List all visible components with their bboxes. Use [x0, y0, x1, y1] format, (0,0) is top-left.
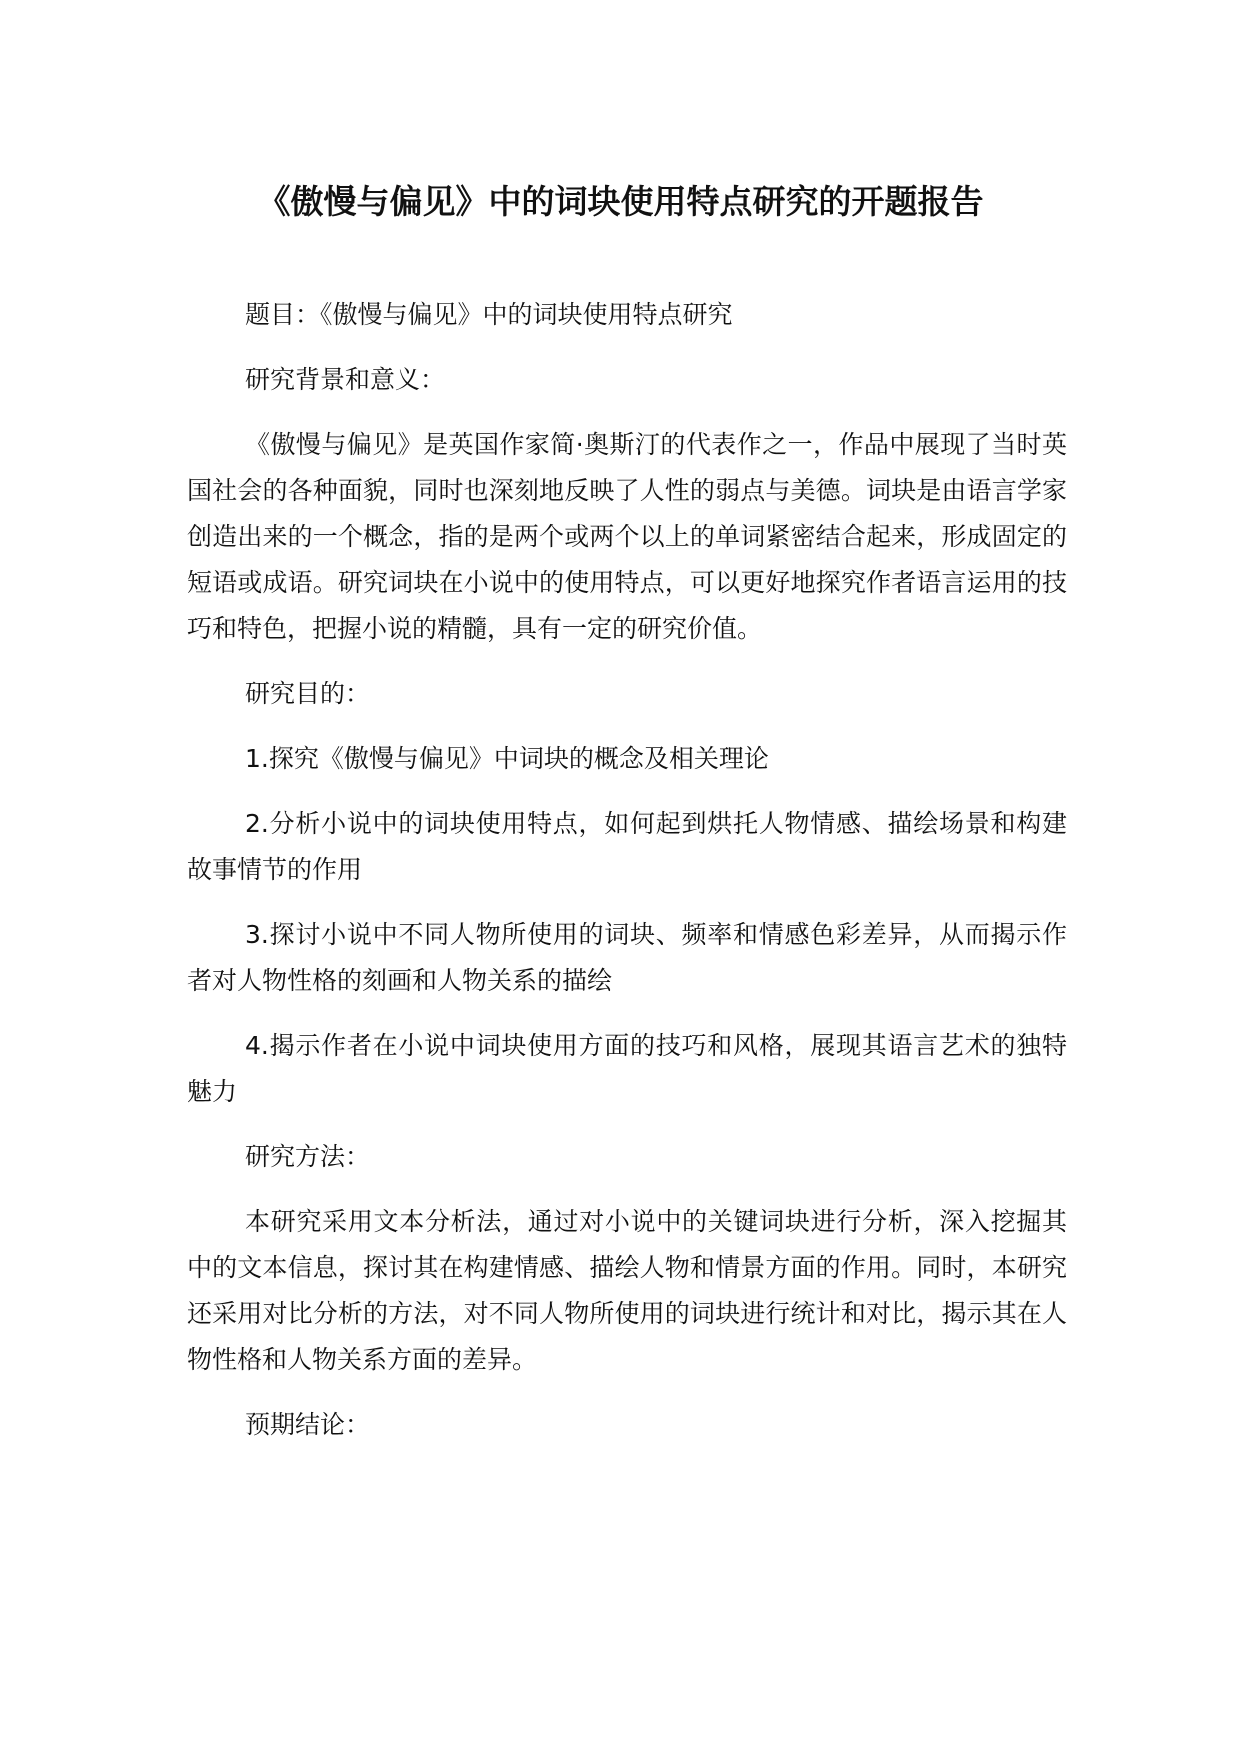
heading-expected-conclusion: 预期结论：	[245, 1410, 371, 1439]
heading-background: 研究背景和意义：	[245, 365, 446, 394]
document-body	[187, 292, 1067, 1448]
document-title: 《傲慢与偏见》中的词块使用特点研究的开题报告	[257, 182, 984, 221]
paragraph-background: 《傲慢与偏见》是英国作家简·奥斯汀的代表作之一，作品中展现了当时英国社会的各种面貌，同时也深刻地反映了人性的弱点与美德。词块是由语言学家创造出来的一个概念，指的是两个或两个以上的单词紧密结合起来，形成固定的短语或成语。研究词块在小说中的使用特点，可以更好地探究作者语言运用的技巧和特色，把握小说的精髓，具有一定的研究价值。	[187, 430, 1067, 643]
heading-purpose: 研究目的：	[245, 679, 371, 708]
paragraph-method: 本研究采用文本分析法，通过对小说中的关键词块进行分析，深入挖掘其中的文本信息，探讨其在构建情感、描绘人物和情景方面的作用。同时，本研究还采用对比分析的方法，对不同人物所使用的词块进行统计和对比，揭示其在人物性格和人物关系方面的差异。	[187, 1207, 1067, 1374]
list-item-purpose-2: 2.分析小说中的词块使用特点，如何起到烘托人物情感、描绘场景和构建故事情节的作用	[187, 809, 1067, 884]
list-item-purpose-3: 3.探讨小说中不同人物所使用的词块、频率和情感色彩差异，从而揭示作者对人物性格的刻画和人物关系的描绘	[187, 920, 1067, 995]
paragraph-topic: 题目：《傲慢与偏见》中的词块使用特点研究	[245, 300, 733, 329]
list-item-purpose-1: 1.探究《傲慢与偏见》中词块的概念及相关理论	[245, 744, 769, 773]
heading-method: 研究方法：	[245, 1142, 371, 1171]
list-item-purpose-4: 4.揭示作者在小说中词块使用方面的技巧和风格，展现其语言艺术的独特魅力	[187, 1031, 1067, 1106]
